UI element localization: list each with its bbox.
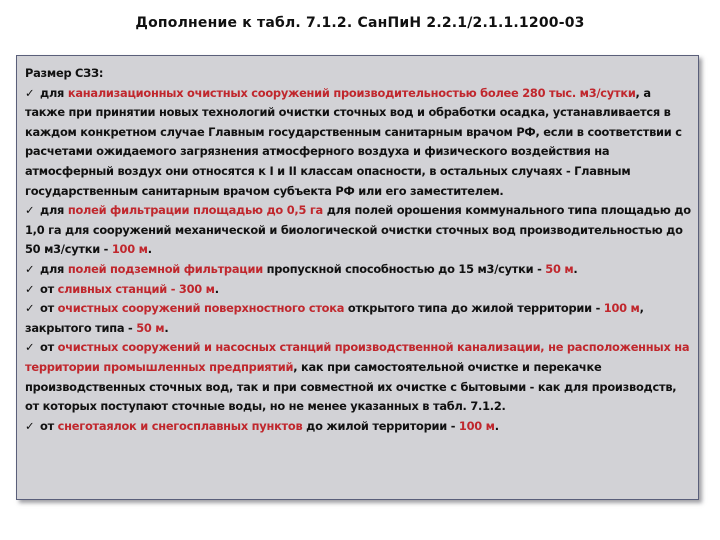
highlighted-text: полей фильтрации площадью до 0,5 га xyxy=(67,203,323,218)
page-title: Дополнение к табл. 7.1.2. СанПиН 2.2.1/2.1.1.1200-03 xyxy=(135,15,585,31)
item-text: . xyxy=(494,418,499,433)
checkmark-icon: ✓ xyxy=(25,340,35,355)
item-text: . xyxy=(214,281,219,296)
checkmark-icon: ✓ xyxy=(25,85,35,100)
item-text: от xyxy=(36,281,58,296)
highlighted-text: очистных сооружений поверхностного стока xyxy=(57,301,345,316)
item-text: для xyxy=(36,203,68,218)
item-text: , как при самостоятельной очистке и перекачке производственных сточных вод, так и при совместной их очистке с бытовыми - как для производств, от которых поступают сточные воды, но не менее указанных в табл. 7.1.2. xyxy=(25,359,677,414)
item-text: . xyxy=(147,242,152,257)
item-text: от xyxy=(36,418,58,433)
checkmark-icon: ✓ xyxy=(25,418,35,433)
highlighted-text: 100 м xyxy=(111,242,148,257)
list-item xyxy=(25,338,691,416)
item-text: от xyxy=(36,301,58,316)
item-text: до жилой территории - xyxy=(302,418,459,433)
highlighted-text: 100 м xyxy=(458,418,495,433)
checkmark-icon: ✓ xyxy=(25,203,35,218)
highlighted-text: 100 м xyxy=(603,301,640,316)
item-text: открытого типа до жилой территории - xyxy=(344,301,604,316)
section-heading: Размер СЗЗ: xyxy=(25,66,104,80)
list-item xyxy=(25,84,691,202)
item-text: . xyxy=(573,261,578,276)
highlighted-text: канализационных очистных сооружений производительностью более 280 тыс. м3/сутки xyxy=(67,85,636,100)
highlighted-text: сливных станций - 300 м xyxy=(57,281,215,296)
content-text xyxy=(25,64,691,436)
list-item xyxy=(25,280,691,300)
item-text: , а также при принятии новых технологий очистки сточных вод и обработки осадка, устанавливается в каждом конкретном случае Главным государственным санитарным врачом РФ, если в соответствии с расчетами ожидаемого загрязнения атмосферного воздуха и физического воздействия на атмосферный воздух они относятся к I и II классам опасности, в остальных случаях - Главным государственным санитарным врачом субъекта РФ или его заместителем. xyxy=(25,85,682,198)
item-text: для xyxy=(36,85,68,100)
item-text: пропускной способностью до 15 м3/сутки - xyxy=(262,261,546,276)
list-item xyxy=(25,260,691,280)
item-text: . xyxy=(164,320,169,335)
list-item xyxy=(25,417,691,437)
highlighted-text: 50 м xyxy=(545,261,574,276)
content-box xyxy=(16,55,699,500)
checkmark-icon: ✓ xyxy=(25,301,35,316)
item-text: , закрытого типа - xyxy=(25,301,644,335)
list-item xyxy=(25,201,691,260)
item-text: от xyxy=(36,340,58,355)
highlighted-text: 50 м xyxy=(136,320,165,335)
highlighted-text: очистных сооружений и насосных станций производственной канализации, не расположенных на территории промышленных предприятий xyxy=(25,340,690,374)
item-text: для xyxy=(36,261,68,276)
checkmark-icon: ✓ xyxy=(25,261,35,276)
checkmark-icon: ✓ xyxy=(25,281,35,296)
highlighted-text: полей подземной фильтрации xyxy=(67,261,263,276)
highlighted-text: снеготаялок и снегосплавных пунктов xyxy=(57,418,303,433)
item-text: для полей орошения коммунального типа площадью до 1,0 га для сооружений механической и биологической очистки сточных вод производительностью до 50 м3/сутки - xyxy=(25,203,691,257)
list-item xyxy=(25,299,691,338)
